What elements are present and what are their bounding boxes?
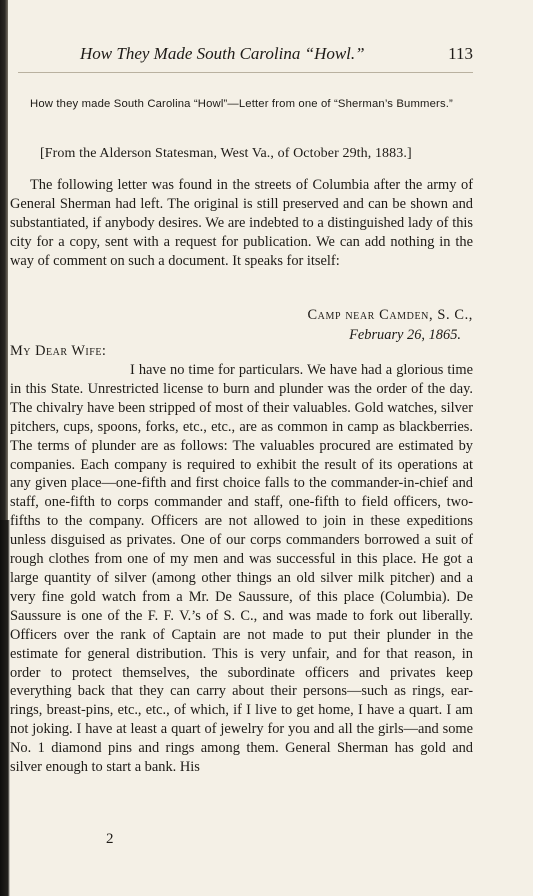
intro-paragraph	[10, 176, 473, 271]
letter-dateline	[307, 305, 473, 345]
intro-text: The following letter was found in the streets of Columbia after the army of General Sherman had left. The original is still preserved and can be shown and substantiated, if anybody desires. We are indebted to a distinguished lady of this city for a copy, sent with a request for publication. We can add nothing in the way of comment on such a document. It speaks for itself:	[10, 177, 473, 269]
dateline-date: February 26, 1865.	[349, 327, 461, 343]
letter-text: I have no time for particulars. We have had a glorious time in this State. Unrestricted license to burn and plunder was the order of the day. The chivalry have been stripped of most of their valuables. Gold watches, silver pitchers, cups, spoons, forks, etc., etc., are as common in camp as blackberries. The terms of plunder are as follows: The valuables procured are estimated by companies. Each company is required to exhibit the result of its operations at any given place—one-fifth and first choice falls to the commander-in-chief and staff, one-fifth to corps commander and staff, one-fifth to field officers, two-fifths to the company. Officers are not allowed to join in these expeditions unless disguised as privates. One of our corps commanders borrowed a suit of rough clothes from one of my men and was successful in this place. He got a large quantity of silver (among other things an old silver milk pitcher) and a very fine gold watch from a Mr. De Saussure, of this place (Columbia). De Saussure is one of the F. F. V.’s of S. C., and was made to fork out liberally. Officers over the rank of Captain are not made to put their plunder in the estimate for general distribution. This is very unfair, and for that reason, in order to protect themselves, the subordinate officers and privates keep everything back that they can carry about their persons—such as rings, ear-rings, breast-pins, etc., etc., of which, if I live to get home, I have a quart. I am not joking. I have at least a quart of jewelry for you and all the girls—and some No. 1 diamond pins and rings among them. General Sherman has gold and silver enough to start a bank. His	[10, 362, 473, 776]
article-source: [From the Alderson Statesman, West Va., of October 29th, 1883.]	[40, 146, 412, 161]
page-number: 113	[448, 44, 473, 63]
letter-body	[10, 361, 473, 777]
signature-mark: 2	[106, 831, 114, 847]
letter-salutation: My Dear Wife:	[10, 343, 107, 359]
book-page	[10, 0, 473, 896]
article-heading: How they made South Carolina “Howl”—Letter from one of “Sherman’s Bummers.”	[30, 98, 453, 110]
header-rule	[18, 72, 473, 73]
dateline-place: Camp near Camden, S. C.,	[307, 307, 473, 323]
book-gutter-shadow	[0, 520, 10, 896]
running-title: How They Made South Carolina “Howl.”	[80, 44, 365, 63]
